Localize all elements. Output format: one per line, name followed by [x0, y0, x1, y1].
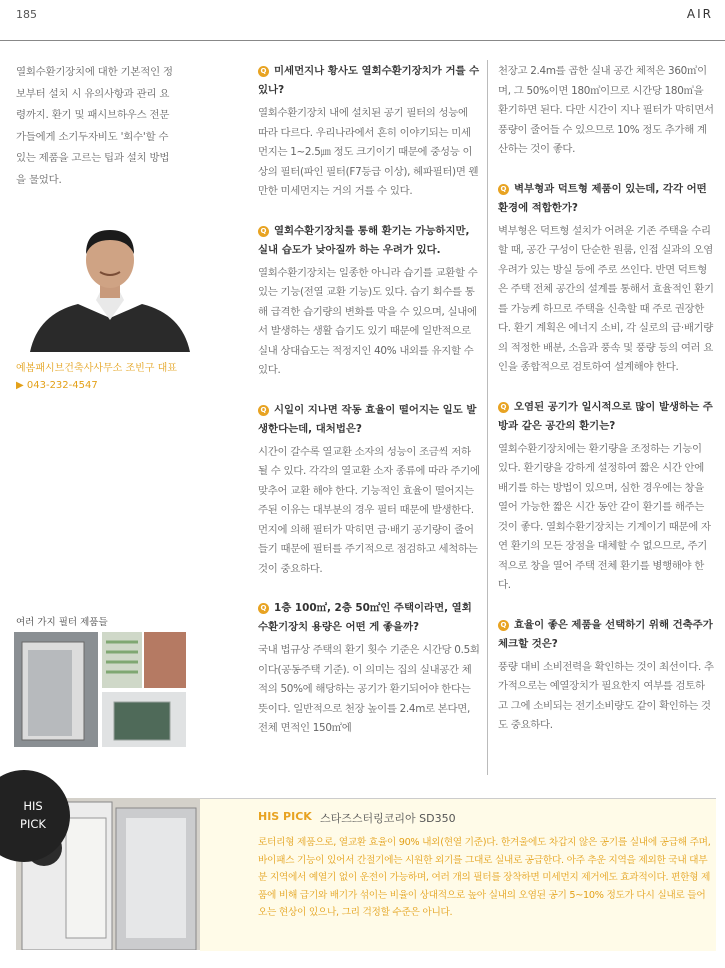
qa-item: [498, 616, 714, 736]
qa-item: [258, 62, 480, 202]
expert-name: 예봄패시브건축사사무소 조빈구 대표: [16, 363, 177, 374]
answer-text: 천장고 2.4m를 곱한 실내 공간 체적은 360㎥이며, 그 50%이면 180㎥이므로 시간당 180㎥을 환기하면 된다. 다만 시간이 지나 필터가 막히면서 풍량이 줄어들 수 있으므로 10% 정도 추가해 계산하는 것이 좋다.: [498, 65, 714, 155]
question-icon: Q: [498, 620, 509, 631]
column-divider: [487, 60, 488, 775]
question-icon: Q: [258, 226, 269, 237]
expert-portrait: [20, 218, 200, 352]
expert-phone: ▶ 043-232-4547: [16, 380, 98, 391]
answer-text: 벽부형은 덕트형 설치가 어려운 기존 주택을 수리할 때, 공간 구성이 단순한 원룸, 인접 실과의 오염 우려가 있는 방실 등에 주로 쓰인다. 반면 덕트형은 주택 전체 공간의 설계를 통해서 효율적인 환기를 가능케 하므로 주택을 신축할 때 주로 권장한다. 환기 계획은 에너지 소비, 각 실로의 급·배기량의 적정한 배분, 소음과 풍속 및 풍량 등의 여러 요인을 종합적으로 검토하여 설계해야 한다.: [498, 224, 714, 373]
question-text: 벽부형과 덕트형 제품이 있는데, 각각 어떤 환경에 적합한가?: [498, 182, 707, 214]
qa-column-right: [498, 62, 714, 756]
question-text: 효율이 좋은 제품을 선택하기 위해 건축주가 체크할 것은?: [498, 618, 713, 650]
filter-photos: [14, 632, 186, 747]
answer-text: 열회수환기장치는 일종한 아니라 습기를 교환할 수 있는 기능(전열 교환 기능)도 있다. 습기 회수를 통해 급격한 습기량의 변화를 막을 수 있으며, 실내에서 발생하는 생활 습기도 있기 때문에 일반적으로 실내 상대습도는 적정지인 40% 내외를 유지할 수 있다.: [258, 266, 478, 376]
answer-text: 열회수환기장치 내에 설치된 공기 필터의 성능에 따라 다르다. 우리나라에서 흔히 이야기되는 미세먼지는 1~2.5㎛ 정도 크기이기 때문에 중성능 이상의 필터(파인 필터(F7등급 이상), 헤파필터)면 웬만한 미세먼지는 거의 거를 수 있다.: [258, 107, 479, 197]
answer-text: 열회수환기장치에는 환기량을 조정하는 기능이 있다. 환기량을 강하게 설정하여 짧은 시간 안에 배기를 하는 방법이 있으며, 심한 경우에는 창을 열어 가능한 짧은 시간 동안 같이 환기를 해주는 것이 좋다. 열회수환기장치는 기계이기 때문에 자연 환기의 모든 장점을 대체할 수 없으므로, 주기적으로 창을 열어 주택 전체 환기를 병행해야 한다.: [498, 442, 711, 591]
question-text: 오염된 공기가 일시적으로 많이 발생하는 주방과 같은 공간의 환기는?: [498, 400, 713, 432]
his-pick-description: 로터리형 제품으로, 열교환 효율이 90% 내외(현열 기준)다. 한겨울에도 차갑지 않은 공기를 실내에 공급해 주며, 바이패스 기능이 있어서 간절기에는 시원한 외기를 그대로 실내로 공급한다. 아주 추운 지역을 제외한 국내 대부분 지역에서 예열기 없이 운전이 가능하며, 여러 개의 필터를 장착하면 미세먼지 제거에도 효과적이다. 편한형 제품에 비해 급기와 배기가 섞이는 비율이 상대적으로 높아 실내의 오염된 공기 5~10% 정도가 다시 실내로 들어오는 현상이 있으나, 그리 걱정할 수준은 아니다.: [258, 837, 711, 918]
question-icon: Q: [258, 405, 269, 416]
filter-photo-label: 여러 가지 필터 제품들: [16, 617, 108, 628]
question-icon: Q: [498, 184, 509, 195]
question-icon: Q: [258, 603, 269, 614]
top-divider: [0, 40, 725, 41]
his-pick-product: 스타즈스터링코리아 SD350: [320, 812, 456, 825]
intro-text: 열회수환기장치에 대한 기본적인 정보부터 설치 시 유의사항과 관리 요령까지. 환기 및 패시브하우스 전문가들에게 소기두자비도 '회수'할 수 있는 제품을 고르는 팁과 설치 방법을 물었다.: [16, 66, 173, 186]
question-text: 시일이 지나면 작동 효율이 떨어지는 일도 발생한다는데, 대처법은?: [258, 403, 477, 435]
qa-continuation: [498, 62, 714, 160]
qa-item: [258, 401, 480, 580]
section-title: AIR: [686, 7, 713, 21]
his-pick-title: HIS PICK: [258, 810, 312, 823]
question-icon: Q: [498, 402, 509, 413]
qa-item: [498, 398, 714, 596]
answer-text: 국내 법규상 주택의 환기 횟수 기준은 시간당 0.5회이다(공동주택 기준). 이 의미는 집의 실내공간 체적의 50%에 해당하는 공기가 환기되어야 한다는 뜻이다. 일반적으로 천장 높이를 2.4m로 본다면, 전체 면적인 150㎡에: [258, 644, 480, 734]
qa-column-middle: [258, 62, 480, 759]
expert-caption: [16, 360, 177, 394]
qa-item: [498, 180, 714, 378]
question-text: 미세먼지나 황사도 열회수환기장치가 거를 수 있나?: [258, 65, 480, 96]
qa-item: [258, 599, 480, 739]
question-text: 1층 100㎡, 2층 50㎡인 주택이라면, 열회수환기장치 용량은 어떤 게 좋을까?: [258, 602, 472, 633]
his-pick-badge: HIS PICK: [0, 770, 70, 862]
answer-text: 풍량 대비 소비전력을 확인하는 것이 최선이다. 추가적으로는 예열장치가 필요한지 여부를 검토하고 그에 소비되는 전기소비량도 같이 확인하는 것도 중요하다.: [498, 660, 714, 731]
answer-text: 시간이 갈수록 열교환 소자의 성능이 조금씩 저하될 수 있다. 각각의 열교환 소자 종류에 따라 주기에 맞추어 교환 해야 한다. 기능적인 효율이 떨어지는 주된 이유는 대부분의 경우 필터 때문에 발생한다. 먼지에 의해 필터가 막히면 급·배기 공기량이 줄어들기 때문에 필터를 주기적으로 점검하고 세척하는 것이 중요하다.: [258, 445, 480, 575]
question-icon: Q: [258, 66, 269, 77]
page-number: 185: [16, 8, 37, 21]
qa-item: [258, 222, 480, 381]
question-text: 열회수환기장치를 통해 환기는 가능하지만, 실내 습도가 낮아질까 하는 우려가 있다.: [258, 224, 470, 256]
